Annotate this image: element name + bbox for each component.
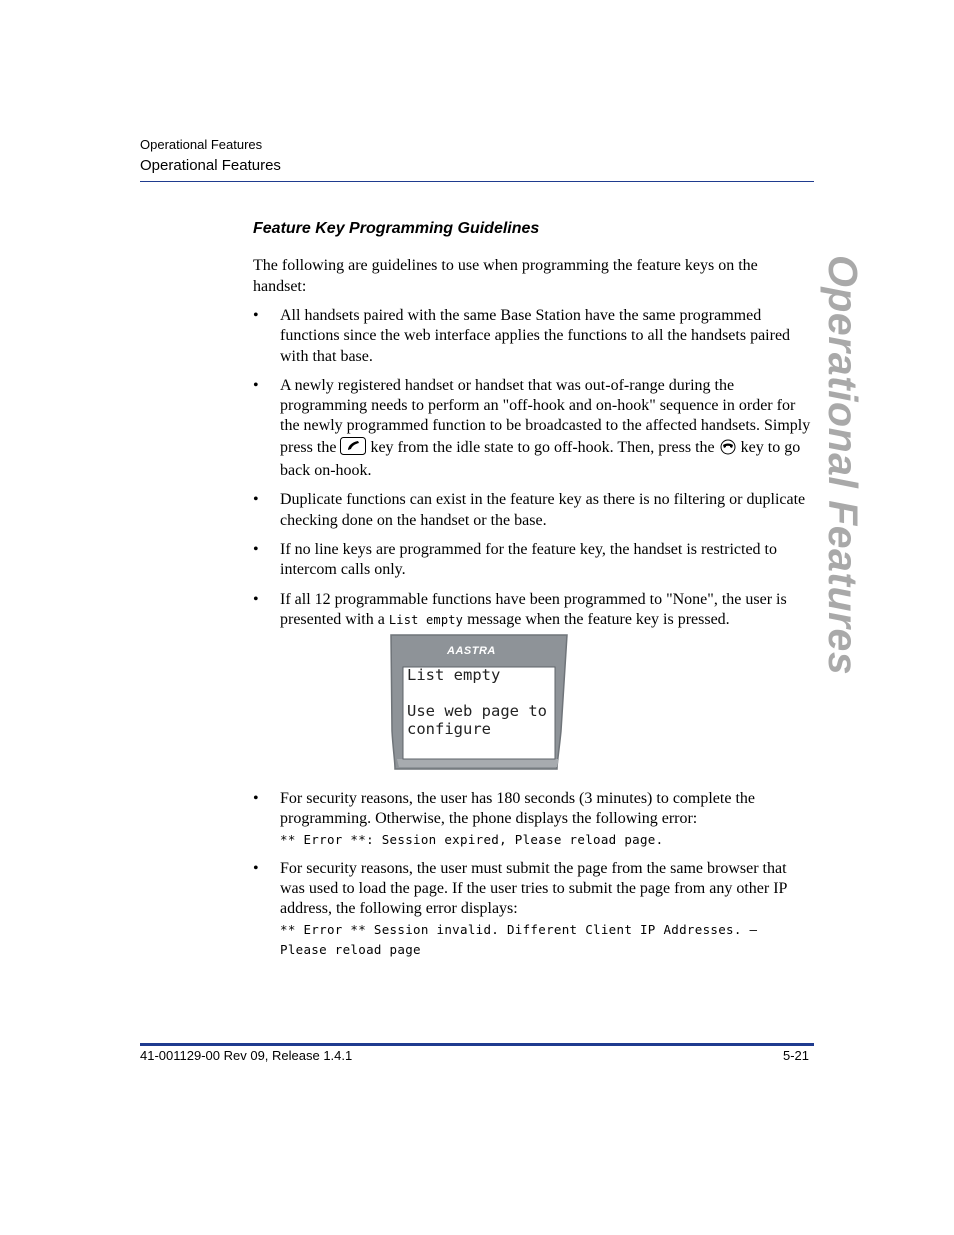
bullet-mark: • (253, 590, 259, 608)
bullet-mark: • (253, 376, 259, 394)
footer-doc-id: 41-001129-00 Rev 09, Release 1.4.1 (140, 1048, 353, 1063)
list-item-text: For security reasons, the user must submit the page from the same browser that was used to load the page. If the user tries to submit the page from any other IP address, the following error displays: (280, 859, 787, 918)
intro-paragraph: The following are guidelines to use when programming the feature keys on the handset: (253, 257, 758, 295)
list-item (253, 859, 813, 960)
chapter-side-tab-label: Operational Features (820, 255, 866, 676)
bullet-mark: • (253, 307, 259, 324)
bullet-mark: • (253, 540, 259, 558)
section-title: Feature Key Programming Guidelines (253, 220, 540, 237)
error-message-code: ** Error ** Session invalid. Different Client IP Addresses. — (280, 921, 758, 937)
list-item (253, 590, 813, 631)
bullet-mark: • (253, 790, 259, 807)
screen-line (407, 684, 547, 702)
running-header: Operational Features (140, 157, 281, 174)
header-rule (140, 181, 814, 182)
list-item-text: For security reasons, the user has 180 seconds (3 minutes) to complete the programming. Otherwise, the phone displays the following error: (280, 790, 755, 828)
list-item-text-part2: message when the feature key is pressed. (463, 610, 730, 628)
list-item-text-part1: A newly registered handset or handset that was out-of-range during the programming needs to perform an "off-hook and on-hook" sequence in order for the newly programmed function to be broadcasted to the affected handsets. Simply press the (280, 376, 811, 456)
off-hook-key-icon (340, 437, 366, 461)
error-message-code: ** Error **: Session expired, Please reload page. (280, 831, 664, 847)
page-number: 5-21 (783, 1048, 810, 1063)
list-item (253, 376, 813, 481)
screen-line: Use web page to (407, 702, 547, 720)
list-item-text-part1: If all 12 programmable functions have been programmed to "None", the user is presented with a (280, 590, 787, 628)
security-list (253, 789, 813, 960)
bullet-mark: • (253, 859, 259, 877)
brand-logo: AASTRA (447, 645, 496, 657)
error-message-code: Please reload page (280, 942, 421, 958)
screen-line: configure (407, 720, 491, 738)
list-item (253, 306, 813, 367)
list-item (253, 540, 813, 581)
screen-line: List empty (407, 666, 501, 684)
chapter-side-tab (820, 255, 866, 676)
footer-rule (140, 1043, 814, 1046)
list-item-text-part2: key from the idle state to go off-hook. Then, press the (366, 438, 719, 456)
bullet-mark: • (253, 491, 259, 509)
list-item (253, 789, 813, 850)
list-item-text: All handsets paired with the same Base Station have the same programmed functions since the web interface applies the functions to all the handsets paired with that base. (280, 307, 791, 365)
list-item (253, 490, 813, 531)
list-item-text: If no line keys are programmed for the feature key, the handset is restricted to intercom calls only. (280, 540, 777, 579)
list-item-text-part3: key to go back on-hook. (280, 438, 801, 480)
inline-code: List empty (388, 612, 464, 627)
on-hook-key-icon (719, 439, 737, 461)
list-item-text: Duplicate functions can exist in the feature key as there is no filtering or duplicate checking done on the handset or the base. (280, 491, 806, 529)
handset-screen-text (407, 666, 547, 738)
guidelines-list (253, 306, 813, 630)
running-header-small: Operational Features (140, 137, 263, 152)
